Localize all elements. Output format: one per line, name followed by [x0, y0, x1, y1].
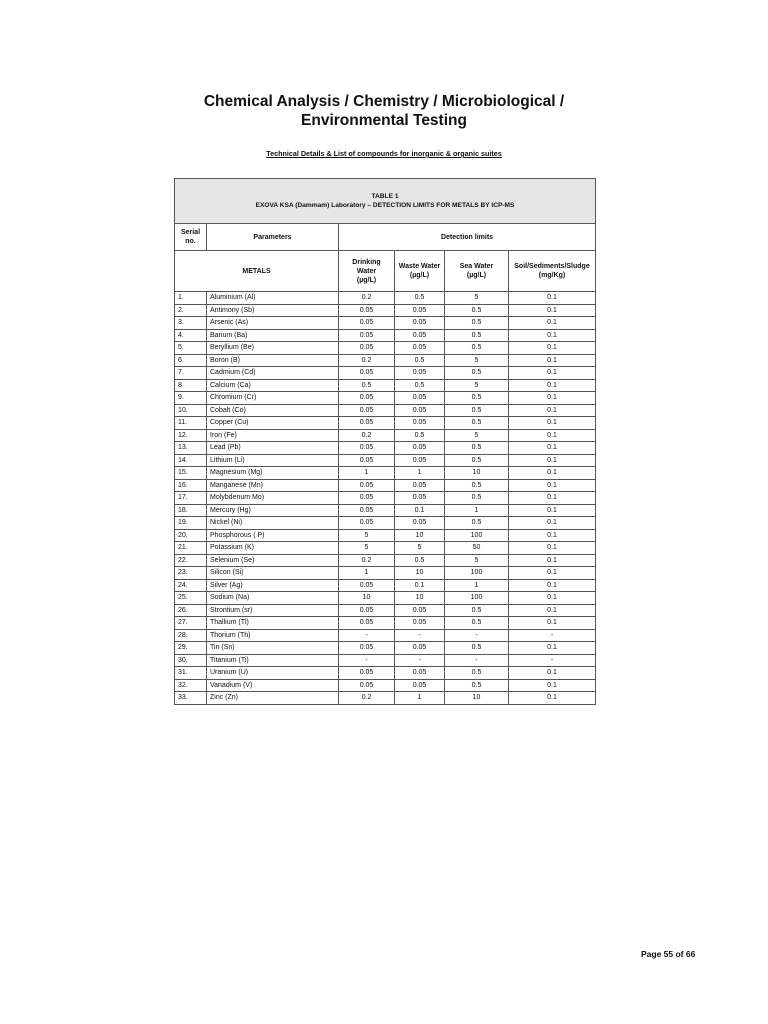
header-row-1	[175, 224, 596, 251]
table-row	[175, 517, 596, 530]
soil-cell: -	[509, 629, 596, 642]
soil-cell: 0.1	[509, 554, 596, 567]
waste-water-cell: 10	[395, 529, 445, 542]
serial-cell: 26.	[175, 604, 207, 617]
drinking-water-cell: -	[339, 654, 395, 667]
serial-cell: 7.	[175, 367, 207, 380]
waste-water-cell: 0.05	[395, 517, 445, 530]
parameter-cell: Calcium (Ca)	[207, 379, 339, 392]
sea-water-cell: 0.5	[445, 442, 509, 455]
parameter-cell: Manganese (Mn)	[207, 479, 339, 492]
serial-cell: 27.	[175, 617, 207, 630]
drinking-water-cell: 0.05	[339, 442, 395, 455]
parameter-cell: Silver (Ag)	[207, 579, 339, 592]
soil-cell: 0.1	[509, 379, 596, 392]
serial-cell: 32.	[175, 679, 207, 692]
drinking-water-cell: 0.05	[339, 367, 395, 380]
serial-cell: 29.	[175, 642, 207, 655]
drinking-water-cell: 0.05	[339, 517, 395, 530]
header-soil-sediments-label: Soil/Sediments/Sludge	[514, 263, 590, 270]
serial-cell: 8.	[175, 379, 207, 392]
table-row	[175, 429, 596, 442]
drinking-water-cell: 0.05	[339, 304, 395, 317]
soil-cell: 0.1	[509, 579, 596, 592]
table-row	[175, 379, 596, 392]
page-number: Page 55 of 66	[641, 949, 696, 959]
serial-cell: 15.	[175, 467, 207, 480]
parameter-cell: Vanadium (V)	[207, 679, 339, 692]
soil-cell: 0.1	[509, 404, 596, 417]
serial-cell: 1.	[175, 292, 207, 305]
sea-water-cell: 1	[445, 579, 509, 592]
serial-cell: 28.	[175, 629, 207, 642]
table-row	[175, 292, 596, 305]
table-row	[175, 417, 596, 430]
parameter-cell: Zinc (Zn)	[207, 692, 339, 705]
serial-cell: 11.	[175, 417, 207, 430]
parameter-cell: Silicon (Si)	[207, 567, 339, 580]
table-row	[175, 567, 596, 580]
soil-cell: 0.1	[509, 342, 596, 355]
sea-water-cell: 0.5	[445, 417, 509, 430]
waste-water-cell: 0.05	[395, 404, 445, 417]
sea-water-cell: -	[445, 654, 509, 667]
header-serial: Serial no.	[175, 224, 207, 251]
sea-water-cell: 0.5	[445, 604, 509, 617]
serial-cell: 21.	[175, 542, 207, 555]
table-row	[175, 329, 596, 342]
header-soil-sediments-unit: (mg/Kg)	[538, 272, 566, 279]
table-row	[175, 629, 596, 642]
title-line-2: Environmental Testing	[301, 112, 467, 129]
drinking-water-cell: 0.05	[339, 667, 395, 680]
table-row	[175, 592, 596, 605]
sea-water-cell: 5	[445, 354, 509, 367]
serial-cell: 33.	[175, 692, 207, 705]
soil-cell: -	[509, 654, 596, 667]
sea-water-cell: 0.5	[445, 317, 509, 330]
soil-cell: 0.1	[509, 479, 596, 492]
serial-cell: 24.	[175, 579, 207, 592]
drinking-water-cell: 5	[339, 542, 395, 555]
soil-cell: 0.1	[509, 529, 596, 542]
serial-cell: 23.	[175, 567, 207, 580]
sea-water-cell: 0.5	[445, 392, 509, 405]
document-title	[0, 92, 768, 130]
soil-cell: 0.1	[509, 642, 596, 655]
soil-cell: 0.1	[509, 454, 596, 467]
drinking-water-cell: 0.2	[339, 292, 395, 305]
waste-water-cell: 0.05	[395, 317, 445, 330]
parameter-cell: Titanium (Ti)	[207, 654, 339, 667]
header-metals: METALS	[175, 251, 339, 292]
table-row	[175, 642, 596, 655]
header-parameters: Parameters	[207, 224, 339, 251]
header-soil-sediments	[509, 251, 596, 292]
soil-cell: 0.1	[509, 617, 596, 630]
sea-water-cell: 0.5	[445, 329, 509, 342]
table-row	[175, 454, 596, 467]
waste-water-cell: 0.05	[395, 642, 445, 655]
table-row	[175, 442, 596, 455]
parameter-cell: Cobalt (Co)	[207, 404, 339, 417]
parameter-cell: Phosphorous ( P)	[207, 529, 339, 542]
drinking-water-cell: 0.05	[339, 417, 395, 430]
sea-water-cell: 5	[445, 292, 509, 305]
sea-water-cell: 0.5	[445, 479, 509, 492]
header-sea-water-label: Sea Water	[459, 263, 494, 270]
header-drinking-water	[339, 251, 395, 292]
table-row	[175, 317, 596, 330]
parameter-cell: Boron (B)	[207, 354, 339, 367]
drinking-water-cell: 0.5	[339, 379, 395, 392]
waste-water-cell: -	[395, 629, 445, 642]
parameter-cell: Aluminium (Al)	[207, 292, 339, 305]
waste-water-cell: 0.5	[395, 292, 445, 305]
soil-cell: 0.1	[509, 329, 596, 342]
drinking-water-cell: 0.05	[339, 679, 395, 692]
soil-cell: 0.1	[509, 667, 596, 680]
sea-water-cell: 10	[445, 467, 509, 480]
table-row	[175, 529, 596, 542]
parameter-cell: Sodium (Na)	[207, 592, 339, 605]
table-row	[175, 467, 596, 480]
drinking-water-cell: -	[339, 629, 395, 642]
serial-cell: 10.	[175, 404, 207, 417]
sea-water-cell: 100	[445, 529, 509, 542]
serial-cell: 14.	[175, 454, 207, 467]
soil-cell: 0.1	[509, 492, 596, 505]
drinking-water-cell: 1	[339, 467, 395, 480]
header-sea-water-unit: (µg/L)	[466, 272, 487, 279]
parameter-cell: Lithium (Li)	[207, 454, 339, 467]
waste-water-cell: 0.05	[395, 454, 445, 467]
sea-water-cell: -	[445, 629, 509, 642]
table-row	[175, 679, 596, 692]
table-row	[175, 667, 596, 680]
sea-water-cell: 0.5	[445, 517, 509, 530]
parameter-cell: Beryllium (Be)	[207, 342, 339, 355]
parameter-cell: Copper (Cu)	[207, 417, 339, 430]
header-detection-limits: Detection limits	[339, 224, 596, 251]
drinking-water-cell: 0.05	[339, 329, 395, 342]
document-subtitle: Technical Details & List of compounds for inorganic & organic suites	[266, 149, 502, 158]
sea-water-cell: 5	[445, 554, 509, 567]
soil-cell: 0.1	[509, 392, 596, 405]
table-row	[175, 692, 596, 705]
parameter-cell: Thorium (Th)	[207, 629, 339, 642]
soil-cell: 0.1	[509, 292, 596, 305]
table-row	[175, 492, 596, 505]
soil-cell: 0.1	[509, 679, 596, 692]
serial-cell: 4.	[175, 329, 207, 342]
serial-cell: 19.	[175, 517, 207, 530]
parameter-cell: Mercury (Hg)	[207, 504, 339, 517]
soil-cell: 0.1	[509, 504, 596, 517]
serial-cell: 9.	[175, 392, 207, 405]
table-row	[175, 504, 596, 517]
table-caption-number: TABLE 1	[371, 193, 399, 200]
parameter-cell: Barium (Ba)	[207, 329, 339, 342]
waste-water-cell: 0.05	[395, 342, 445, 355]
sea-water-cell: 0.5	[445, 454, 509, 467]
soil-cell: 0.1	[509, 417, 596, 430]
serial-cell: 20.	[175, 529, 207, 542]
soil-cell: 0.1	[509, 367, 596, 380]
waste-water-cell: 0.05	[395, 304, 445, 317]
waste-water-cell: 0.05	[395, 392, 445, 405]
table-row	[175, 654, 596, 667]
parameter-cell: Potassium (K)	[207, 542, 339, 555]
soil-cell: 0.1	[509, 567, 596, 580]
sea-water-cell: 100	[445, 567, 509, 580]
table-caption-row	[175, 179, 596, 224]
drinking-water-cell: 0.05	[339, 454, 395, 467]
waste-water-cell: 0.05	[395, 442, 445, 455]
table-row	[175, 367, 596, 380]
header-drinking-water-unit: (µg/L)	[356, 276, 377, 284]
waste-water-cell: 0.05	[395, 367, 445, 380]
sea-water-cell: 5	[445, 429, 509, 442]
sea-water-cell: 0.5	[445, 617, 509, 630]
serial-cell: 2.	[175, 304, 207, 317]
soil-cell: 0.1	[509, 442, 596, 455]
drinking-water-cell: 0.05	[339, 317, 395, 330]
table-row	[175, 354, 596, 367]
soil-cell: 0.1	[509, 692, 596, 705]
drinking-water-cell: 0.05	[339, 579, 395, 592]
header-waste-water	[395, 251, 445, 292]
waste-water-cell: -	[395, 654, 445, 667]
soil-cell: 0.1	[509, 429, 596, 442]
soil-cell: 0.1	[509, 317, 596, 330]
drinking-water-cell: 0.05	[339, 617, 395, 630]
table-caption-text: EXOVA KSA (Dammam) Laboratory – DETECTION LIMITS FOR METALS BY ICP-MS	[255, 202, 515, 209]
drinking-water-cell: 1	[339, 567, 395, 580]
drinking-water-cell: 0.05	[339, 642, 395, 655]
soil-cell: 0.1	[509, 604, 596, 617]
drinking-water-cell: 5	[339, 529, 395, 542]
sea-water-cell: 100	[445, 592, 509, 605]
waste-water-cell: 5	[395, 542, 445, 555]
parameter-cell: Thallium (Tl)	[207, 617, 339, 630]
drinking-water-cell: 0.2	[339, 354, 395, 367]
waste-water-cell: 0.05	[395, 492, 445, 505]
table-row	[175, 479, 596, 492]
table-row	[175, 342, 596, 355]
table-row	[175, 554, 596, 567]
parameter-cell: Chromium (Cr)	[207, 392, 339, 405]
waste-water-cell: 1	[395, 692, 445, 705]
serial-cell: 18.	[175, 504, 207, 517]
sea-water-cell: 10	[445, 692, 509, 705]
header-waste-water-label: Waste Water	[398, 263, 441, 270]
table-row	[175, 392, 596, 405]
serial-cell: 5.	[175, 342, 207, 355]
table-row	[175, 304, 596, 317]
waste-water-cell: 0.1	[395, 504, 445, 517]
waste-water-cell: 0.05	[395, 417, 445, 430]
serial-cell: 16.	[175, 479, 207, 492]
waste-water-cell: 10	[395, 567, 445, 580]
serial-cell: 12.	[175, 429, 207, 442]
soil-cell: 0.1	[509, 354, 596, 367]
waste-water-cell: 10	[395, 592, 445, 605]
sea-water-cell: 0.5	[445, 342, 509, 355]
parameter-cell: Tin (Sn)	[207, 642, 339, 655]
sea-water-cell: 0.5	[445, 404, 509, 417]
drinking-water-cell: 0.2	[339, 692, 395, 705]
detection-limits-table	[174, 178, 596, 705]
table-row	[175, 404, 596, 417]
serial-cell: 13.	[175, 442, 207, 455]
sea-water-cell: 0.5	[445, 367, 509, 380]
sea-water-cell: 0.5	[445, 667, 509, 680]
parameter-cell: Iron (Fe)	[207, 429, 339, 442]
drinking-water-cell: 0.2	[339, 429, 395, 442]
drinking-water-cell: 0.05	[339, 492, 395, 505]
header-waste-water-unit: (µg/L)	[409, 272, 430, 279]
header-drinking-water-label: Drinking Water	[352, 258, 381, 275]
parameter-cell: Arsenic (As)	[207, 317, 339, 330]
sea-water-cell: 50	[445, 542, 509, 555]
header-row-2	[175, 251, 596, 292]
header-sea-water	[445, 251, 509, 292]
table-row	[175, 579, 596, 592]
parameter-cell: Strontium (sr)	[207, 604, 339, 617]
parameter-cell: Nickel (Ni)	[207, 517, 339, 530]
drinking-water-cell: 0.05	[339, 342, 395, 355]
sea-water-cell: 1	[445, 504, 509, 517]
soil-cell: 0.1	[509, 467, 596, 480]
waste-water-cell: 0.05	[395, 667, 445, 680]
serial-cell: 31.	[175, 667, 207, 680]
table-caption	[175, 179, 596, 224]
serial-cell: 17.	[175, 492, 207, 505]
drinking-water-cell: 0.05	[339, 404, 395, 417]
waste-water-cell: 0.5	[395, 429, 445, 442]
table-body	[175, 179, 596, 705]
sea-water-cell: 0.5	[445, 679, 509, 692]
waste-water-cell: 0.05	[395, 604, 445, 617]
title-line-1: Chemical Analysis / Chemistry / Microbiological /	[203, 93, 565, 110]
drinking-water-cell: 0.05	[339, 504, 395, 517]
waste-water-cell: 1	[395, 467, 445, 480]
waste-water-cell: 0.5	[395, 354, 445, 367]
drinking-water-cell: 10	[339, 592, 395, 605]
parameter-cell: Magnesium (Mg)	[207, 467, 339, 480]
parameter-cell: Lead (Pb)	[207, 442, 339, 455]
drinking-water-cell: 0.05	[339, 392, 395, 405]
sea-water-cell: 0.5	[445, 304, 509, 317]
serial-cell: 22.	[175, 554, 207, 567]
parameter-cell: Molybdenum Mo)	[207, 492, 339, 505]
soil-cell: 0.1	[509, 517, 596, 530]
sea-water-cell: 0.5	[445, 492, 509, 505]
waste-water-cell: 0.05	[395, 329, 445, 342]
waste-water-cell: 0.5	[395, 379, 445, 392]
serial-cell: 25.	[175, 592, 207, 605]
sea-water-cell: 5	[445, 379, 509, 392]
waste-water-cell: 0.05	[395, 479, 445, 492]
soil-cell: 0.1	[509, 542, 596, 555]
waste-water-cell: 0.05	[395, 617, 445, 630]
drinking-water-cell: 0.05	[339, 604, 395, 617]
serial-cell: 3.	[175, 317, 207, 330]
soil-cell: 0.1	[509, 592, 596, 605]
parameter-cell: Cadmium (Cd)	[207, 367, 339, 380]
parameter-cell: Selenium (Se)	[207, 554, 339, 567]
sea-water-cell: 0.5	[445, 642, 509, 655]
serial-cell: 30.	[175, 654, 207, 667]
soil-cell: 0.1	[509, 304, 596, 317]
parameter-cell: Uranium (U)	[207, 667, 339, 680]
table-row	[175, 542, 596, 555]
parameter-cell: Antimony (Sb)	[207, 304, 339, 317]
table-row	[175, 604, 596, 617]
drinking-water-cell: 0.05	[339, 479, 395, 492]
waste-water-cell: 0.05	[395, 679, 445, 692]
waste-water-cell: 0.5	[395, 554, 445, 567]
serial-cell: 6.	[175, 354, 207, 367]
waste-water-cell: 0.1	[395, 579, 445, 592]
table-row	[175, 617, 596, 630]
drinking-water-cell: 0.2	[339, 554, 395, 567]
